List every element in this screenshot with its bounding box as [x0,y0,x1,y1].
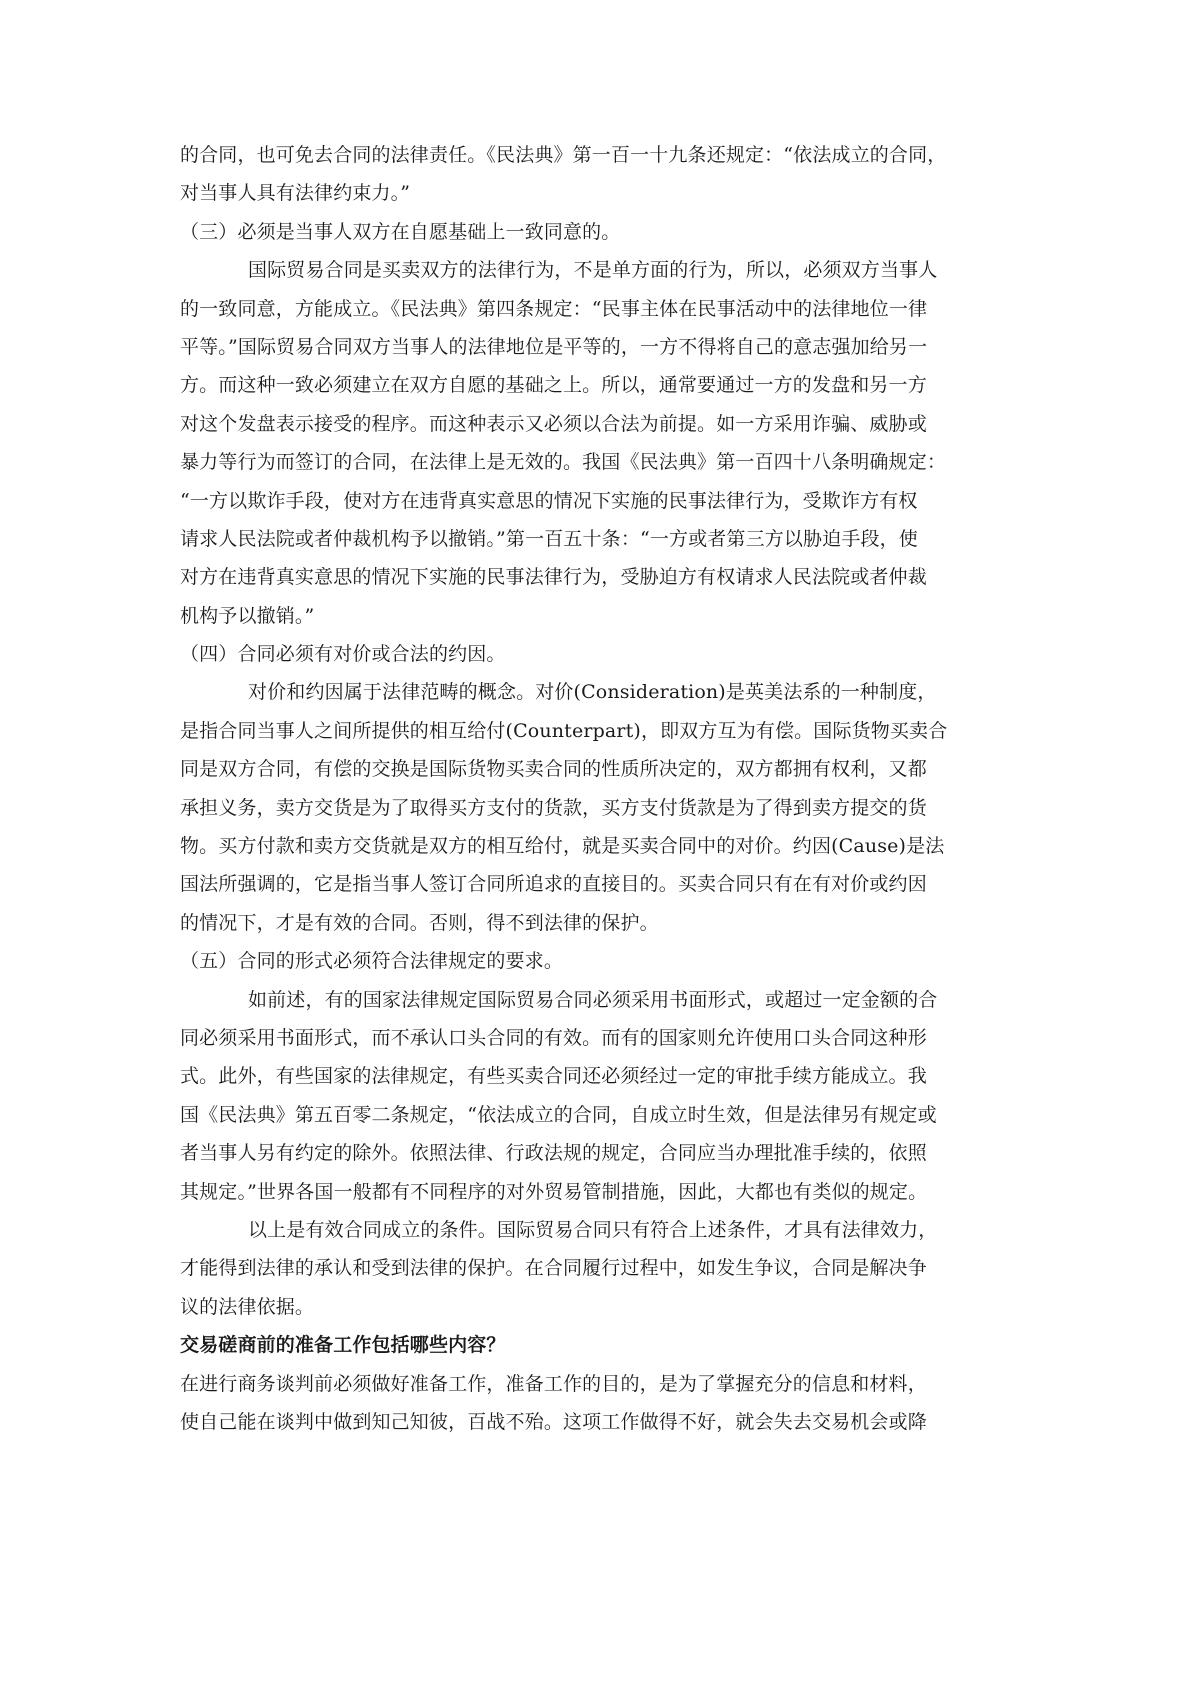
section-heading: （三）必须是当事人双方在自愿基础上一致同意的。 [180,220,621,243]
document-page [180,136,1012,1441]
body-text-line: 同必须采用书面形式，而不承认口头合同的有效。而有的国家则允许使用口头合同这种形 [180,1026,927,1049]
body-text-line: 请求人民法院或者仲裁机构予以撤销。”第一百五十条：“一方或者第三方以胁迫手段，使 [180,527,918,550]
body-text-line: 才能得到法律的承认和受到法律的保护。在合同履行过程中，如发生争议，合同是解决争 [180,1257,927,1280]
body-text-line: 平等。”国际贸易合同双方当事人的法律地位是平等的，一方不得将自己的意志强加给另一 [180,335,928,358]
paragraph-first-line: 对价和约因属于法律范畴的概念。对价(Consideration)是英美法系的一种制度， [248,681,937,704]
body-text-line: 是指合同当事人之间所提供的相互给付(Counterpart)，即双方互为有偿。国际货物买卖合 [180,719,948,742]
body-text-line: 同是双方合同，有偿的交换是国际货物买卖合同的性质所决定的，双方都拥有权利，又都 [180,758,927,781]
body-text-line: 国法所强调的，它是指当事人签订合同所追求的直接目的。买卖合同只有在有对价或约因 [180,873,927,896]
body-text-line: 其规定。”世界各国一般都有不同程序的对外贸易管制措施，因此，大都也有类似的规定。 [180,1180,928,1203]
body-text-line: 的合同，也可免去合同的法律责任。《民法典》第一百一十九条还规定：“依法成立的合同， [180,144,947,166]
body-text-line: 对方在违背真实意思的情况下实施的民事法律行为，受胁迫方有权请求人民法院或者仲裁 [180,566,927,589]
body-text-line: “一方以欺诈手段，使对方在违背真实意思的情况下实施的民事法律行为，受欺诈方有权 [180,489,918,512]
body-text-line: 物。买方付款和卖方交货就是双方的相互给付，就是买卖合同中的对价。约因(Cause)是法 [180,835,945,858]
body-text-line: 使自己能在谈判中做到知己知彼，百战不殆。这项工作做得不好，就会失去交易机会或降 [180,1410,927,1433]
paragraph-first-line: 以上是有效合同成立的条件。国际贸易合同只有符合上述条件，才具有法律效力， [248,1218,938,1241]
body-text-line: 在进行商务谈判前必须做好准备工作，准备工作的目的，是为了掌握充分的信息和材料， [180,1372,927,1395]
body-text-line: 议的法律依据。 [180,1295,315,1318]
body-text-line: 方。而这种一致必须建立在双方自愿的基础之上。所以，通常要通过一方的发盘和另一方 [180,374,927,397]
body-text-line: 者当事人另有约定的除外。依照法律、行政法规的规定，合同应当办理批准手续的，依照 [180,1142,927,1165]
section-heading: （四）合同必须有对价或合法的约因。 [180,643,506,666]
body-text-line: 暴力等行为而签订的合同，在法律上是无效的。我国《民法典》第一百四十八条明确规定： [180,451,947,474]
paragraph-first-line: 如前述，有的国家法律规定国际贸易合同必须采用书面形式，或超过一定金额的合 [248,988,938,1011]
body-text-line: 的一致同意，方能成立。《民法典》第四条规定：“民事主体在民事活动中的法律地位一律 [180,297,928,320]
body-text-line: 承担义务，卖方交货是为了取得买方支付的货款，买方支付货款是为了得到卖方提交的货 [180,796,927,819]
body-text-line: 对当事人具有法律约束力。” [180,182,411,205]
body-text-line: 国《民法典》第五百零二条规定，“依法成立的合同，自成立时生效，但是法律另有规定或 [180,1103,937,1126]
body-text-line: 式。此外，有些国家的法律规定，有些买卖合同还必须经过一定的审批手续方能成立。我 [180,1065,927,1088]
paragraph-first-line: 国际贸易合同是买卖双方的法律行为，不是单方面的行为，所以，必须双方当事人 [248,259,938,282]
question-heading: 交易磋商前的准备工作包括哪些内容？ [180,1334,506,1357]
body-text-line: 的情况下，才是有效的合同。否则，得不到法律的保护。 [180,911,659,934]
section-heading: （五）合同的形式必须符合法律规定的要求。 [180,950,564,973]
body-text-line: 对这个发盘表示接受的程序。而这种表示又必须以合法为前提。如一方采用诈骗、威胁或 [180,412,927,435]
body-text-line: 机构予以撤销。” [180,604,315,627]
